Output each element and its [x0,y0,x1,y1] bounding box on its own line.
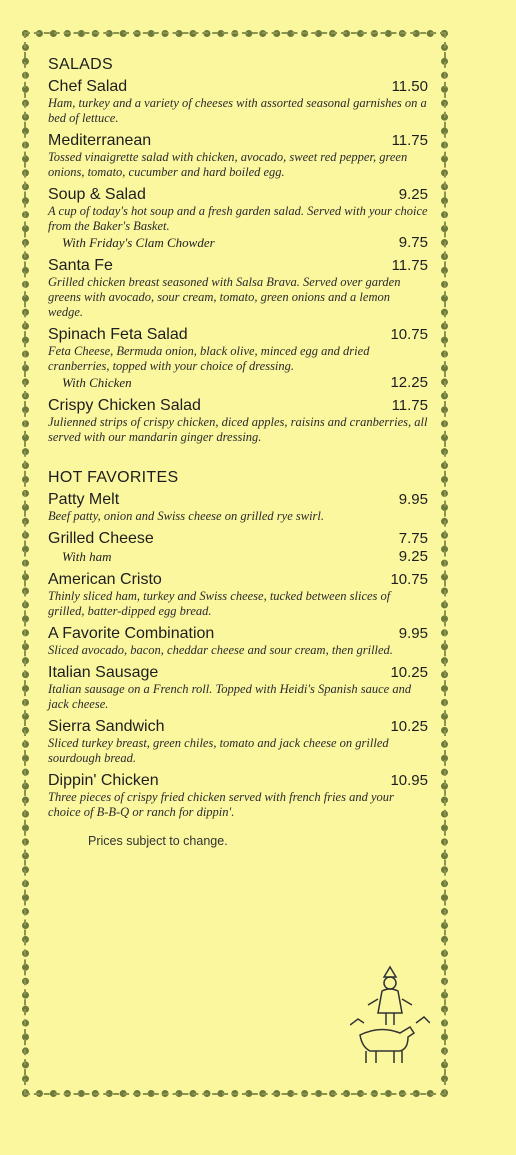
menu-item-name: A Favorite Combination [48,625,215,642]
menu-item-row [48,571,428,589]
menu-item [48,257,428,320]
menu-item [48,491,428,524]
menu-item-option-name: With ham [62,549,112,564]
menu-item-row [48,326,428,344]
menu-item-row [48,718,428,736]
menu-item-option [48,374,428,391]
menu-item-price: 10.25 [390,664,428,681]
menu-item-price: 10.25 [390,718,428,735]
menu-item-description: Italian sausage on a French roll. Topped with Heidi's Spanish sauce and jack cheese. [48,682,412,711]
menu-item-name: Patty Melt [48,491,120,508]
menu-item-row [48,257,428,275]
menu-item-option [48,234,428,251]
menu-item-name: Sierra Sandwich [48,718,165,735]
menu-item-row [48,186,428,204]
menu-item-name: Santa Fe [48,257,113,274]
menu-item-description: Sliced turkey breast, green chiles, tomato and jack cheese on grilled sourdough bread. [48,736,389,765]
menu-item-name: Dippin' Chicken [48,772,159,789]
menu-item-price: 11.75 [391,257,428,274]
menu-item [48,530,428,565]
menu-item-name: Soup & Salad [48,186,146,203]
menu-item-description: Grilled chicken breast seasoned with Salsa Brava. Served over garden greens with avocado, sour cream, tomato, green onions and a lemon wedge. [48,275,401,319]
menu-content [48,56,428,848]
menu-item-price: 9.25 [398,186,428,203]
menu-item-price: 11.75 [391,132,428,149]
girl-with-goat-icon [350,955,430,1065]
menu-item-description: Ham, turkey and a variety of cheeses with assorted seasonal garnishes on a bed of lettuce. [48,96,427,125]
menu-item-row [48,491,428,509]
menu-item-name: Crispy Chicken Salad [48,397,201,414]
menu-item [48,78,428,126]
section-title-hot-favorites: HOT FAVORITES [48,469,179,486]
menu-item-price: 9.95 [398,491,428,508]
menu-item-description: Beef patty, onion and Swiss cheese on grilled rye swirl. [48,509,325,523]
menu-item-row [48,772,428,790]
section-title-salads: SALADS [48,56,113,73]
menu-item-row [48,397,428,415]
menu-item-name: Chef Salad [48,78,128,95]
hot-favorites-list [48,491,428,820]
menu-item-row [48,132,428,150]
menu-item-description: Thinly sliced ham, turkey and Swiss cheese, tucked between slices of grilled, batter-dipped egg bread. [48,589,391,618]
menu-item-name: Mediterranean [48,132,152,149]
menu-item [48,132,428,180]
menu-item [48,397,428,445]
menu-item-row [48,530,428,548]
menu-item-name: American Cristo [48,571,162,588]
menu-item-option-price: 12.25 [390,374,428,391]
menu-item [48,664,428,712]
menu-item-name: Spinach Feta Salad [48,326,188,343]
menu-item-option [48,548,428,565]
menu-item-option-name: With Friday's Clam Chowder [62,235,215,250]
menu-item-price: 10.95 [390,772,428,789]
menu-item-row [48,664,428,682]
menu-item [48,625,428,658]
menu-item-description: Feta Cheese, Bermuda onion, black olive, minced egg and dried cranberries, topped with your choice of dressing. [48,344,370,373]
menu-item-name: Grilled Cheese [48,530,154,547]
menu-item-description: Tossed vinaigrette salad with chicken, avocado, sweet red pepper, green onions, tomato, cucumber and hard boiled egg. [48,150,408,179]
menu-item-description: A cup of today's hot soup and a fresh garden salad. Served with your choice from the Baker's Basket. [48,204,428,233]
menu-item-name: Italian Sausage [48,664,159,681]
menu-item [48,772,428,820]
price-note: Prices subject to change. [88,834,228,848]
menu-item-price: 10.75 [390,571,428,588]
menu-item-description: Sliced avocado, bacon, cheddar cheese and sour cream, then grilled. [48,643,393,657]
menu-item [48,186,428,251]
menu-item-description: Three pieces of crispy fried chicken served with french fries and your choice of B-B-Q or ranch for dippin'. [48,790,394,819]
menu-item-row [48,625,428,643]
menu-item-price: 10.75 [390,326,428,343]
menu-item-row [48,78,428,96]
menu-item [48,718,428,766]
menu-item-option-price: 9.25 [398,548,428,565]
menu-item-price: 9.95 [398,625,428,642]
menu-item-price: 7.75 [398,530,428,547]
salads-list [48,78,428,445]
menu-item-option-price: 9.75 [398,234,428,251]
menu-item [48,326,428,391]
menu-item-description: Julienned strips of crispy chicken, diced apples, raisins and cranberries, all served with our mandarin ginger dressing. [48,415,428,444]
menu-item-option-name: With Chicken [62,375,132,390]
menu-item-price: 11.75 [391,397,428,414]
menu-item-price: 11.50 [391,78,428,95]
menu-item [48,571,428,619]
